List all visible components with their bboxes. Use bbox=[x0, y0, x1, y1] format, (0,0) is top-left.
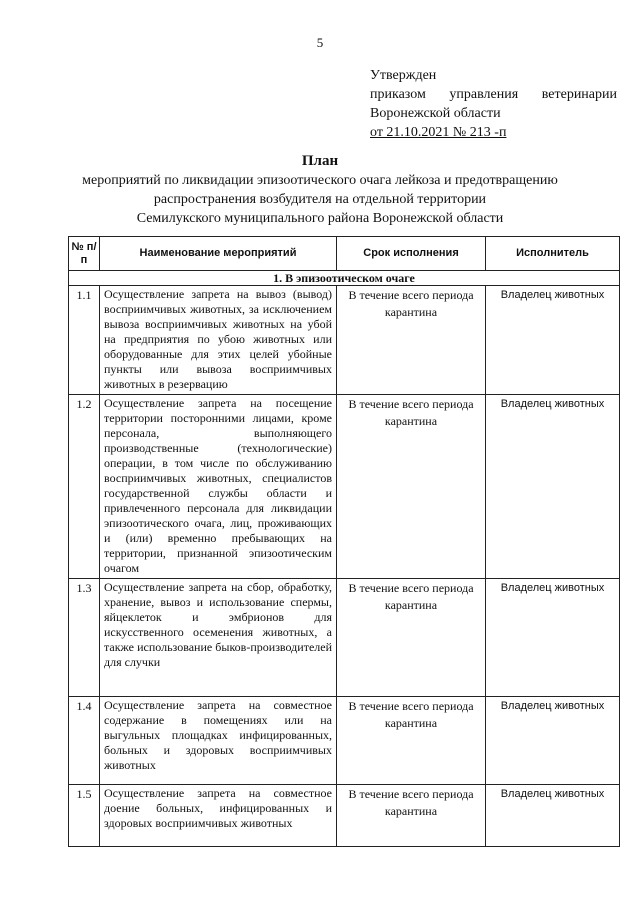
table-row bbox=[69, 579, 620, 697]
row-measure: Осуществление запрета на посещение территории посторонними лицами, кроме персонала, выполняющего производственные (технологические) операции, в том числе по обслуживанию восприимчивых животных, специалистов государственной службы области и привлеченного персонала для ликвидации эпизоотического очага, лиц, проживающих и (или) временно пребывающих на территории, признанной эпизоотическим очагом bbox=[100, 395, 337, 579]
row-executor: Владелец животных bbox=[486, 697, 620, 785]
row-number: 1.4 bbox=[69, 697, 100, 785]
row-executor: Владелец животных bbox=[486, 395, 620, 579]
table-row bbox=[69, 697, 620, 785]
approval-line-order: приказом управления ветеринарии bbox=[370, 87, 617, 102]
document-subtitle-line-2: распространения возбудителя на отдельной территории bbox=[153, 192, 487, 207]
table-row bbox=[69, 286, 620, 395]
approval-line-region: Воронежской области bbox=[370, 106, 501, 121]
section-row bbox=[69, 271, 620, 286]
header-executor: Исполнитель bbox=[486, 237, 620, 271]
table-row bbox=[69, 785, 620, 847]
document-subtitle-line-3: Семилукского муниципального района Воронежской области bbox=[136, 211, 504, 226]
row-number: 1.1 bbox=[69, 286, 100, 395]
row-executor: Владелец животных bbox=[486, 579, 620, 697]
approval-line-reference: от 21.10.2021 № 213 -п bbox=[370, 125, 507, 140]
row-term: В течение всего периода карантина bbox=[337, 286, 486, 395]
measures-table bbox=[68, 236, 620, 847]
row-term: В течение всего периода карантина bbox=[337, 785, 486, 847]
section-title: 1. В эпизоотическом очаге bbox=[69, 271, 620, 286]
header-term: Срок исполнения bbox=[337, 237, 486, 271]
row-term: В течение всего периода карантина bbox=[337, 395, 486, 579]
approval-line-approved: Утвержден bbox=[370, 68, 437, 83]
row-executor: Владелец животных bbox=[486, 785, 620, 847]
header-measure-name: Наименование мероприятий bbox=[100, 237, 337, 271]
row-number: 1.3 bbox=[69, 579, 100, 697]
document-subtitle-line-1: мероприятий по ликвидации эпизоотического очага лейкоза и предотвращению bbox=[82, 173, 558, 188]
document-title: План bbox=[301, 153, 339, 169]
row-measure: Осуществление запрета на совместное содержание в помещениях или на выгульных площадках инфицированных, больных и здоровых восприимчивых животных bbox=[100, 697, 337, 785]
row-term: В течение всего периода карантина bbox=[337, 697, 486, 785]
table-row bbox=[69, 395, 620, 579]
row-measure: Осуществление запрета на совместное доение больных, инфицированных и здоровых восприимчивых животных bbox=[100, 785, 337, 847]
row-number: 1.2 bbox=[69, 395, 100, 579]
approval-stamp bbox=[370, 66, 617, 142]
row-measure: Осуществление запрета на сбор, обработку, хранение, вывоз и использование спермы, яйцеклеток и эмбрионов для искусственного осеменения животных, а также использование быков-производителей для случки bbox=[100, 579, 337, 697]
row-term: В течение всего периода карантина bbox=[337, 579, 486, 697]
row-number: 1.5 bbox=[69, 785, 100, 847]
table-header-row bbox=[69, 237, 620, 271]
row-executor: Владелец животных bbox=[486, 286, 620, 395]
header-number: № п/п bbox=[69, 237, 100, 271]
page-number: 5 bbox=[316, 35, 324, 50]
document-heading bbox=[40, 151, 600, 228]
row-measure: Осуществление запрета на вывоз (вывод) восприимчивых животных, за исключением вывоза восприимчивых животных на убой на предприятия по убою животных или оборудованные для этих целей убойные пункты или вывоза восприимчивых животных в резервацию bbox=[100, 286, 337, 395]
